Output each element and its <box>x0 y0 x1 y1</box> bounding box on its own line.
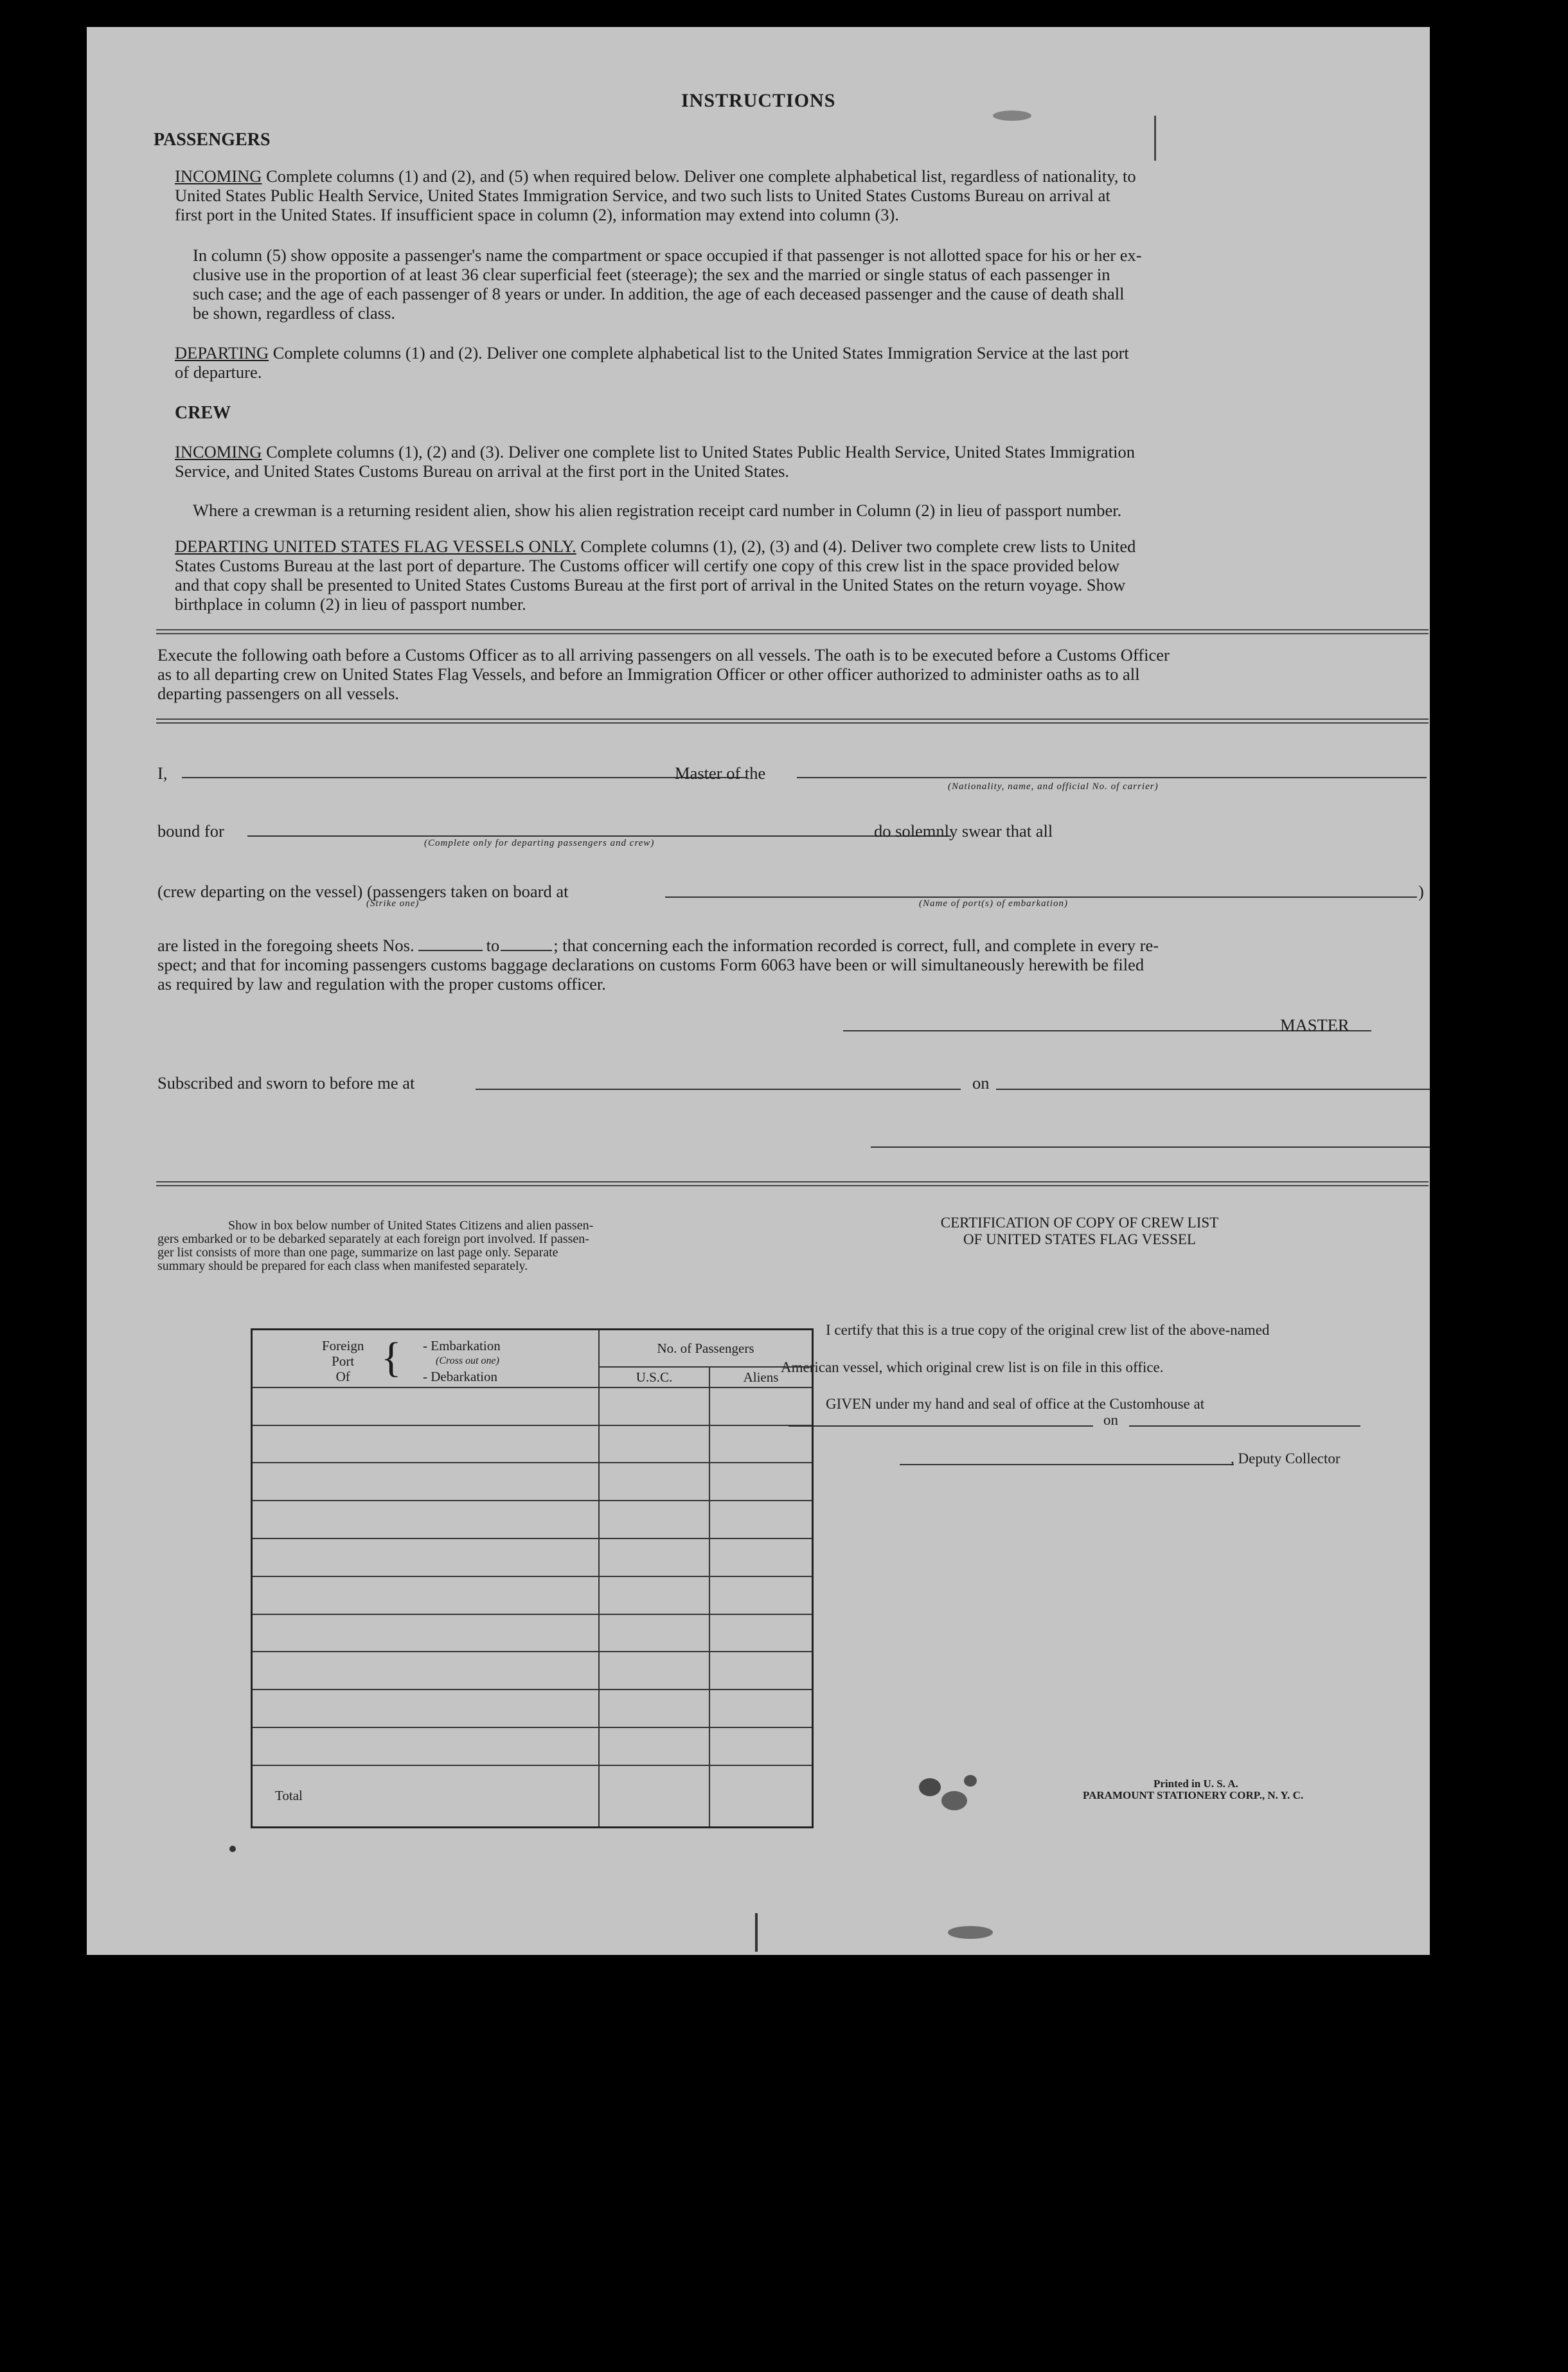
sheet-to-field[interactable] <box>501 950 552 951</box>
column5-paragraph: In column (5) show opposite a passenger's name the compartment or space occupied if that passenger is not allotted space for his or her ex- clusive use in the proportion of at least 36 clear superficial feet (steerage); the sex and the married or single status of each passenger in such case; and the age of each passenger of 8 years or under. In addition, the age of each deceased passenger and the cause of death shall be shown, regardless of class. <box>193 245 1142 323</box>
carrier-line[interactable] <box>797 777 1427 778</box>
nationality-caption: (Nationality, name, and official No. of carrier) <box>948 781 1159 792</box>
strike-one-caption: (Strike one) <box>366 898 420 909</box>
incoming-label: INCOMING <box>175 166 262 186</box>
table-row[interactable] <box>252 1387 813 1425</box>
summary-note: Show in box below number of United States Citizens and alien passen- gers embarked or to be debarked separately at each foreign port involved. If passen- ger list consists of more than one page, summarize on last page only. Separate summary should be prepared for each class when manifested separately. <box>157 1218 594 1273</box>
bound-for-line[interactable] <box>247 835 951 837</box>
total-usc-cell[interactable] <box>599 1765 709 1828</box>
ink-blot <box>964 1775 977 1787</box>
ink-dot <box>229 1846 236 1852</box>
ink-blot <box>948 1926 993 1939</box>
passengers-header: No. of Passengers <box>599 1330 813 1368</box>
master-name-line[interactable] <box>182 777 747 778</box>
sworn-date-line[interactable] <box>996 1089 1430 1090</box>
subscribed-label: Subscribed and sworn to before me at <box>157 1073 415 1092</box>
table-row[interactable] <box>252 1727 813 1765</box>
section-divider <box>156 1181 1429 1186</box>
instructions-title: INSTRUCTIONS <box>681 90 836 111</box>
passengers-heading: PASSENGERS <box>154 130 271 150</box>
total-row[interactable] <box>252 1765 813 1828</box>
table-row[interactable] <box>252 1463 813 1501</box>
port-header-cell: Foreign Port Of { - Embarkation (Cross out one) - Debarkation <box>252 1330 600 1387</box>
given-line: GIVEN under my hand and seal of office at the Customhouse at <box>826 1396 1205 1412</box>
name-of-ports-caption: (Name of port(s) of embarkation) <box>919 898 1068 909</box>
form-sheet <box>87 27 1430 1955</box>
aliens-header: Aliens <box>709 1367 813 1387</box>
ink-blot <box>919 1778 941 1796</box>
scan-mark <box>755 1913 758 1952</box>
crew-departing-label: (crew departing on the vessel) (passengers taken on board at <box>157 882 569 901</box>
deputy-collector-label: , Deputy Collector <box>1231 1450 1341 1467</box>
scan-mark <box>1154 116 1156 161</box>
certification-date-line[interactable] <box>1129 1425 1360 1427</box>
deputy-collector-line[interactable] <box>900 1464 1234 1465</box>
sheet-from-field[interactable] <box>418 950 483 951</box>
listed-paragraph: are listed in the foregoing sheets Nos. to ; that concerning each the information recorded is correct, full, and complete in every re- spect; and that for incoming passengers customs baggage declarations on customs Form 6063 have been or will simultaneously herewith be filed as required by law and regulation with the proper customs officer. <box>157 936 1159 994</box>
printer-imprint: Printed in U. S. A. PARAMOUNT STATIONERY CORP., N. Y. C. <box>1083 1778 1304 1801</box>
master-label: MASTER <box>1280 1015 1350 1035</box>
usc-header: U.S.C. <box>599 1367 709 1387</box>
oath-intro: Execute the following oath before a Customs Officer as to all arriving passengers on all vessels. The oath is to be executed before a Customs Officer as to all departing crew on United States Flag Vessels, and before an Immigration Officer or other officer authorized to administer oaths as to all departing passengers on all vessels. <box>157 645 1170 703</box>
brace-glyph: { <box>381 1334 402 1381</box>
officer-signature-line[interactable] <box>871 1146 1430 1148</box>
table-row[interactable] <box>252 1652 813 1690</box>
flag-vessels-paragraph: DEPARTING UNITED STATES FLAG VESSELS ONLY. Complete columns (1), (2), (3) and (4). Deliver two complete crew lists to United States Customs Bureau at the last port of departure. The Customs officer will certify one copy of this crew list in the space provided below and that copy shall be presented to United States Customs Bureau at the first port of arrival in the United States on the return voyage. Show birthplace in column (2) in lieu of passport number. <box>175 537 1136 614</box>
table-row[interactable] <box>252 1501 813 1538</box>
section-divider <box>156 718 1429 724</box>
incoming-crew-paragraph: INCOMING Complete columns (1), (2) and (3). Deliver one complete list to United States Public Health Service, United States Immigration Service, and United States Customs Bureau on arrival at the first port in the United States. <box>175 442 1135 481</box>
incoming-passengers-paragraph: INCOMING Complete columns (1) and (2), and (5) when required below. Deliver one complete alphabetical list, regardless of nationality, to United States Public Health Service, United States Immigration Service, and two such lists to United States Customs Bureau on arrival at first port in the United States. If insufficient space in column (2), information may extend into column (3). <box>175 166 1136 224</box>
total-aliens-cell[interactable] <box>709 1765 813 1828</box>
crewman-paragraph: Where a crewman is a returning resident alien, show his alien registration receipt card number in Column (2) in lieu of passport number. <box>193 501 1122 520</box>
passenger-summary-table <box>251 1328 814 1828</box>
table-row[interactable] <box>252 1576 813 1614</box>
crew-heading: CREW <box>175 403 231 423</box>
table-row[interactable] <box>252 1538 813 1576</box>
table-row[interactable] <box>252 1690 813 1727</box>
ink-blot <box>941 1791 967 1810</box>
master-of-the-label: Master of the <box>675 763 766 783</box>
sworn-place-line[interactable] <box>476 1089 961 1090</box>
departing-label: DEPARTING <box>175 343 269 362</box>
solemnly-label: do solemnly swear that all <box>874 821 1053 841</box>
ink-blot <box>993 111 1031 121</box>
i-label: I, <box>157 763 168 783</box>
flag-vessels-label: DEPARTING UNITED STATES FLAG VESSELS ONLY. <box>175 537 576 556</box>
certification-title: CERTIFICATION OF COPY OF CREW LIST OF UNITED STATES FLAG VESSEL <box>940 1215 1219 1247</box>
crew-incoming-label: INCOMING <box>175 442 262 461</box>
port-embarkation-line[interactable] <box>665 896 1417 898</box>
table-row[interactable] <box>252 1614 813 1652</box>
total-label: Total <box>252 1765 600 1828</box>
customhouse-line[interactable] <box>788 1425 1093 1427</box>
certification-on-label: on <box>1103 1412 1118 1428</box>
departing-passengers-paragraph: DEPARTING Complete columns (1) and (2). Deliver one complete alphabetical list to the United States Immigration Service at the last port of departure. <box>175 343 1129 382</box>
bound-for-label: bound for <box>157 821 224 841</box>
sworn-on-label: on <box>972 1073 990 1092</box>
complete-caption: (Complete only for departing passengers and crew) <box>424 838 655 848</box>
section-divider <box>156 629 1429 634</box>
certify-line-2: American vessel, which original crew list is on file in this office. <box>781 1359 1164 1375</box>
close-paren: ) <box>1418 882 1424 901</box>
table-row[interactable] <box>252 1425 813 1463</box>
certify-line-1: I certify that this is a true copy of the original crew list of the above-named <box>826 1322 1270 1338</box>
